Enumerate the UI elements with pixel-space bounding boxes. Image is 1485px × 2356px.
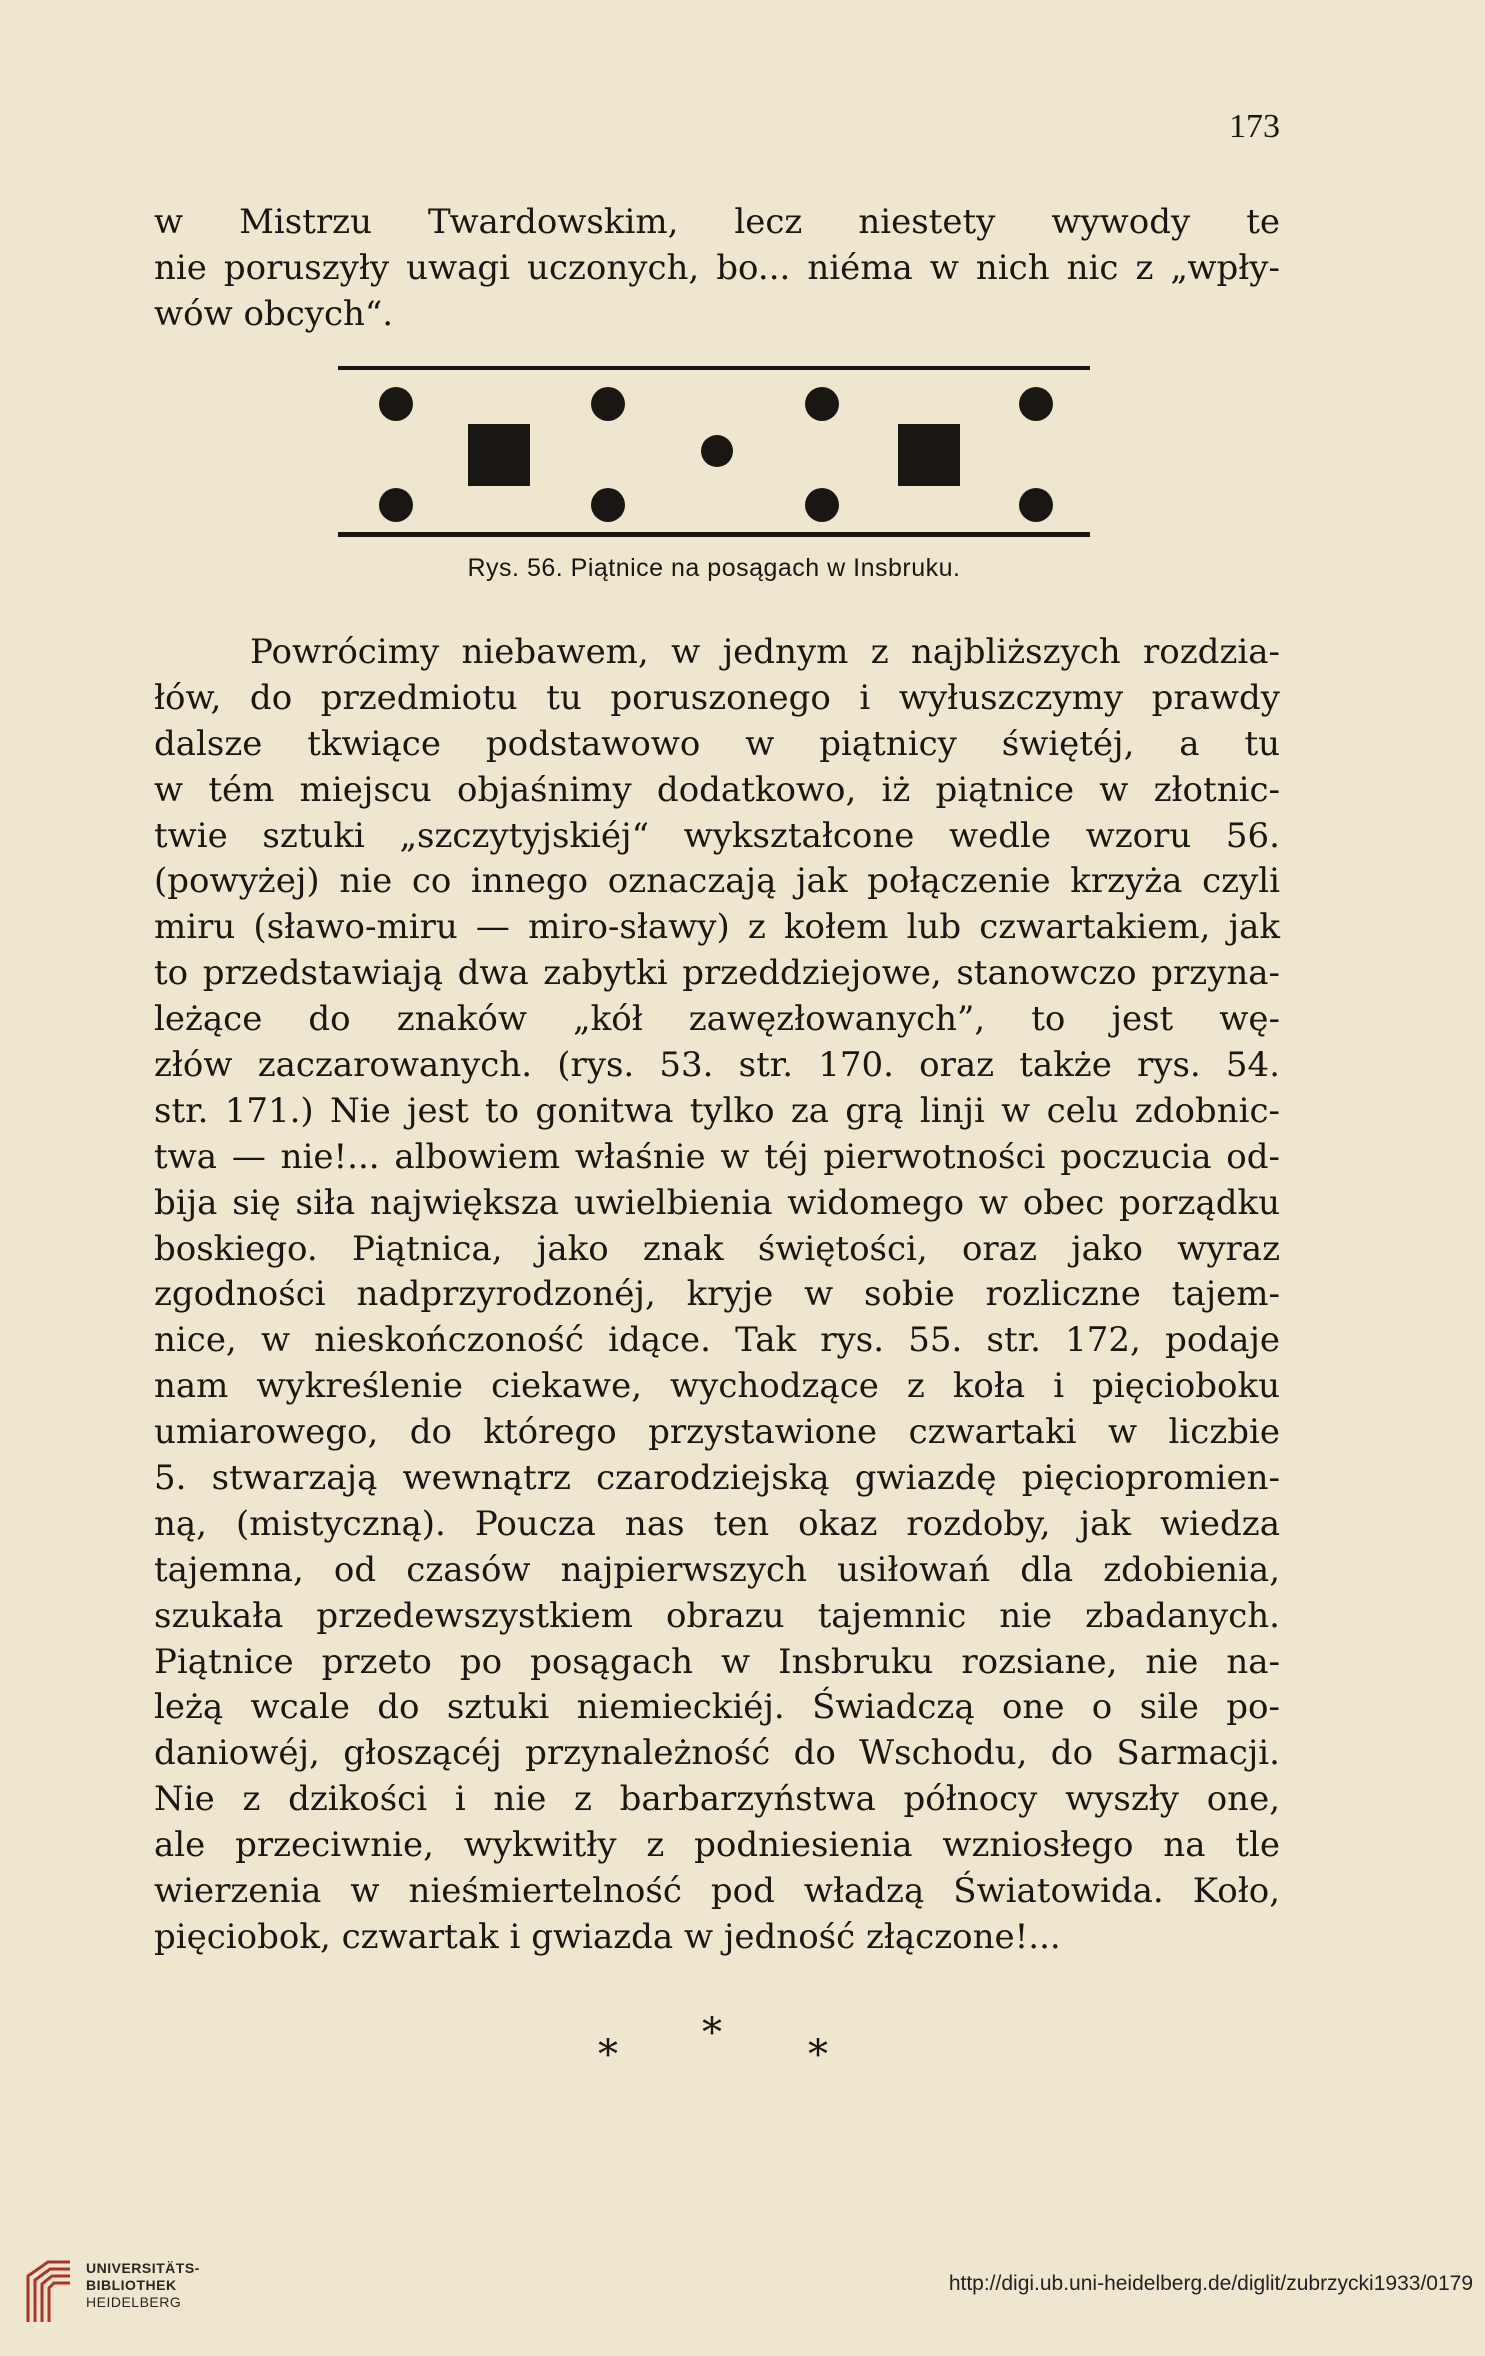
library-logo-icon <box>24 2256 74 2324</box>
text-line: zgodności nadprzyrodzonéj, kryje w sobie rozliczne tajem- <box>154 1274 1280 1315</box>
figure-bottom-rule <box>338 532 1090 537</box>
text-line: nie poruszyły uwagi uczonych, bo... niéma w nich nic z „wpły- <box>154 247 1280 288</box>
text-line: wierzenia w nieśmiertelność pod władzą Światowida. Koło, <box>154 1871 1280 1912</box>
text-line: ną, (mistyczną). Poucza nas ten okaz rozdoby, jak wiedza <box>154 1503 1280 1544</box>
main-paragraph <box>154 630 1280 1961</box>
text-line: tajemna, od czasów najpierwszych usiłowań dla zdobienia, <box>154 1549 1280 1590</box>
text-line: to przedstawiają dwa zabytki przeddziejowe, stanowczo przyna- <box>154 953 1280 994</box>
text-line: w tém miejscu objaśnimy dodatkowo, iż piątnice w złotnic- <box>154 769 1280 810</box>
text-line: złów zaczarowanych. (rys. 53. str. 170. oraz także rys. 54. <box>154 1045 1280 1086</box>
dot <box>591 488 625 522</box>
figure-piatnice <box>338 362 1090 544</box>
text-line: (powyżej) nie co innego oznaczają jak połączenie krzyża czyli <box>154 861 1280 902</box>
text-line: leżące do znaków „kół zawęzłowanych”, to jest wę- <box>154 999 1280 1040</box>
dot <box>1019 488 1053 522</box>
text-line: łów, do przedmiotu tu poruszonego i wyłuszczymy prawdy <box>154 677 1280 718</box>
text-line: str. 171.) Nie jest to gonitwa tylko za grą linji w celu zdobnic- <box>154 1090 1280 1131</box>
asterisk: * <box>598 2032 618 2078</box>
text-line: Piątnice przeto po posągach w Insbruku rozsiane, nie na- <box>154 1641 1280 1682</box>
asterisk: * <box>808 2032 828 2078</box>
square <box>898 424 960 486</box>
figure-caption: Rys. 56. Piątnice na posągach w Insbruku. <box>467 554 961 582</box>
figure-drawing <box>338 362 1090 544</box>
text-line: umiarowego, do którego przystawione czwartaki w liczbie <box>154 1412 1280 1453</box>
dot <box>805 387 839 421</box>
text-line: 5. stwarzają wewnątrz czarodziejską gwiazdę pięciopromien- <box>154 1458 1280 1499</box>
section-ornament <box>580 2010 860 2080</box>
library-logo[interactable] <box>24 2256 224 2336</box>
logo-line: BIBLIOTHEK <box>86 2277 177 2293</box>
text-line: wów obcych“. <box>154 293 394 334</box>
text-line: bija się siła największa uwielbienia widomego w obec porządku <box>154 1182 1280 1223</box>
text-line: twa — nie!... albowiem właśnie w téj pierwotności poczucia od- <box>154 1136 1280 1177</box>
text-line: w Mistrzu Twardowskim, lecz niestety wywody te <box>154 202 1280 242</box>
dot <box>379 488 413 522</box>
asterisk: * <box>702 2010 722 2056</box>
text-line: szukała przedewszystkiem obrazu tajemnic nie zbadanych. <box>154 1595 1280 1636</box>
text-line: miru (sławo-miru — miro-sławy) z kołem lub czwartakiem, jak <box>154 907 1280 948</box>
text-line: twie sztuki „szczytyjskiéj“ wykształcone wedle wzoru 56. <box>154 815 1280 856</box>
page-number: 173 <box>1229 108 1280 145</box>
text-line: boskiego. Piątnica, jako znak świętości, oraz jako wyraz <box>154 1228 1280 1269</box>
text-line: pięciobok, czwartak i gwiazda w jedność złączone!... <box>154 1916 1061 1957</box>
text-line: nam wykreślenie ciekawe, wychodzące z koła i pięcioboku <box>154 1366 1280 1407</box>
library-logo-text <box>86 2260 200 2311</box>
text-line: daniowéj, głoszącéj przynależność do Wschodu, do Sarmacji. <box>154 1733 1280 1774</box>
logo-line: HEIDELBERG <box>86 2294 182 2310</box>
intro-paragraph <box>154 200 1280 337</box>
text-line: Nie z dzikości i nie z barbarzyństwa północy wyszły one, <box>154 1779 1280 1820</box>
text-line: ale przeciwnie, wykwitły z podniesienia wzniosłego na tle <box>154 1825 1280 1866</box>
dot <box>805 488 839 522</box>
dot <box>1019 387 1053 421</box>
dot <box>591 387 625 421</box>
text-line: dalsze tkwiące podstawowo w piątnicy świętéj, a tu <box>154 723 1280 764</box>
figure-top-rule <box>338 366 1090 370</box>
text-line: nice, w nieskończoność idące. Tak rys. 55. str. 172, podaje <box>154 1320 1280 1361</box>
source-url-link[interactable]: http://digi.ub.uni-heidelberg.de/diglit/zubrzycki1933/0179 <box>948 2272 1473 2295</box>
text-line: Powrócimy niebawem, w jednym z najbliższych rozdzia- <box>250 632 1280 672</box>
square <box>468 424 530 486</box>
text-line: leżą wcale do sztuki niemieckiéj. Świadczą one o sile po- <box>154 1687 1280 1728</box>
dot <box>701 435 733 467</box>
logo-line: UNIVERSITÄTS- <box>86 2260 200 2276</box>
dot <box>379 387 413 421</box>
